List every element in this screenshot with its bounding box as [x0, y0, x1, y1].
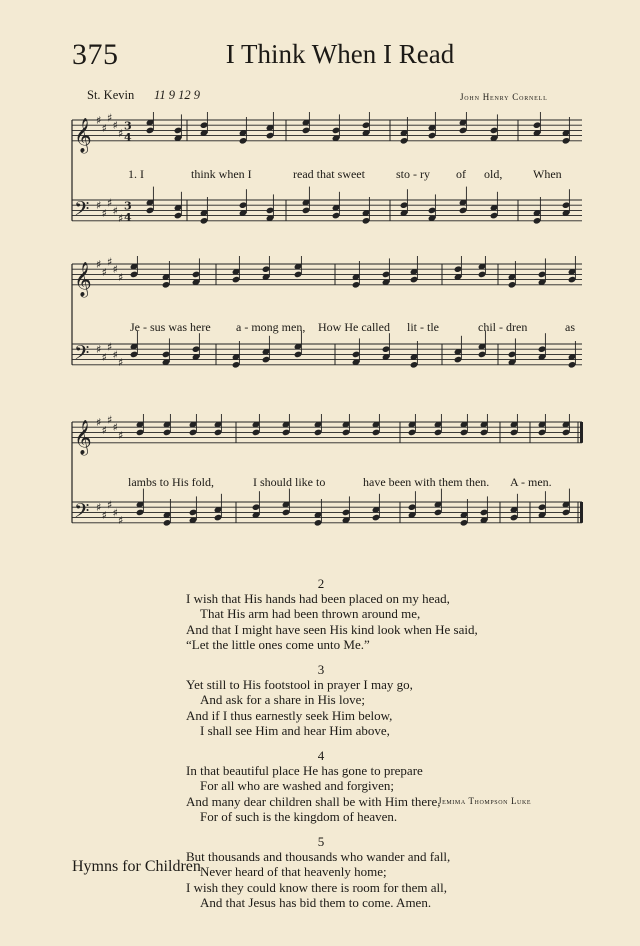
svg-text:♯: ♯ — [96, 501, 102, 515]
stanza-line: And that I might have seen His kind look when He said, — [186, 621, 478, 637]
stanza-line: For of such is the kingdom of heaven. — [200, 808, 398, 824]
stanza-number: 4 — [317, 748, 325, 764]
lyric-syllable: lambs to His fold, — [128, 475, 214, 489]
svg-text:♯: ♯ — [101, 121, 107, 135]
stanza — [186, 662, 478, 738]
svg-text:3: 3 — [124, 199, 132, 213]
lyric-syllable: Je - sus was here — [130, 320, 211, 334]
lyric-syllable: 1. I — [128, 167, 144, 181]
svg-text:♯: ♯ — [96, 343, 102, 357]
svg-text:♯: ♯ — [101, 509, 107, 522]
section-footer: Hymns for Children — [72, 858, 201, 875]
svg-text:♯: ♯ — [107, 340, 113, 354]
svg-text:♯: ♯ — [118, 271, 124, 284]
svg-text:𝄞: 𝄞 — [74, 261, 92, 297]
stanza-line: “Let the little ones come unto Me.” — [186, 636, 370, 652]
svg-text:♯: ♯ — [112, 506, 118, 520]
svg-text:♯: ♯ — [96, 416, 102, 429]
stanza-number: 2 — [317, 576, 325, 591]
svg-text:♯: ♯ — [112, 421, 118, 435]
lyric-syllable: I should like to — [253, 475, 326, 489]
composer-credit: John Henry Cornell — [460, 92, 548, 102]
meter: 11 9 12 9 — [154, 88, 200, 102]
stanza — [186, 576, 478, 652]
lyric-syllable: How He called — [318, 320, 390, 334]
svg-text:♯: ♯ — [107, 414, 113, 427]
svg-text:𝄞: 𝄞 — [74, 117, 92, 153]
svg-text:♯: ♯ — [107, 498, 113, 512]
tune-name: St. Kevin — [87, 88, 135, 102]
svg-text:♯: ♯ — [112, 204, 118, 218]
stanza-line: Never heard of that heavenly home; — [200, 864, 387, 880]
lyric-syllable: a - mong men, — [236, 320, 306, 334]
stanza-number: 5 — [317, 834, 325, 850]
stanza-line: For all who are washed and forgiven; — [200, 778, 394, 794]
svg-text:♯: ♯ — [107, 112, 113, 125]
stanza-line: That His arm had been thrown around me, — [200, 606, 421, 622]
svg-text:♯: ♯ — [107, 196, 113, 210]
svg-text:4: 4 — [124, 130, 132, 144]
stanza-line: In that beautiful place He has gone to prepare — [186, 763, 423, 779]
lyric-syllable: When — [533, 167, 562, 181]
lyric-syllable: old, — [484, 167, 503, 181]
stanza — [186, 748, 478, 824]
svg-text:♯: ♯ — [112, 348, 118, 362]
svg-text:3: 3 — [124, 119, 132, 133]
additional-stanzas — [186, 576, 478, 910]
svg-text:♯: ♯ — [101, 207, 107, 220]
svg-text:𝄢: 𝄢 — [74, 498, 90, 527]
lyric-syllable: chil - dren — [478, 320, 528, 334]
svg-text:♯: ♯ — [118, 356, 124, 370]
svg-text:♯: ♯ — [118, 212, 124, 226]
svg-text:♯: ♯ — [107, 256, 113, 269]
lyric-syllable: read that sweet — [293, 167, 365, 181]
svg-text:𝄢: 𝄢 — [74, 196, 90, 225]
stanza-line: Yet still to His footstool in prayer I may go, — [186, 677, 413, 693]
svg-text:♯: ♯ — [101, 265, 107, 279]
svg-text:♯: ♯ — [118, 127, 124, 140]
stanza-line: I wish that His hands had been placed on my head, — [186, 591, 450, 607]
lyric-syllable: sto - ry — [396, 167, 430, 181]
svg-text:♯: ♯ — [96, 114, 102, 127]
lyric-syllable: of — [456, 167, 466, 181]
svg-text:4: 4 — [124, 210, 132, 224]
lyric-syllable: have been with them then. — [363, 475, 490, 489]
svg-text:♯: ♯ — [118, 514, 124, 528]
svg-text:♯: ♯ — [101, 423, 107, 437]
lyric-syllable: lit - tle — [407, 320, 439, 334]
lyric-syllable: as — [565, 320, 575, 334]
svg-text:♯: ♯ — [101, 351, 107, 364]
stanza — [186, 834, 478, 910]
svg-text:♯: ♯ — [112, 119, 118, 133]
svg-text:♯: ♯ — [118, 429, 124, 442]
svg-text:♯: ♯ — [96, 258, 102, 271]
stanza-line: And ask for a share in His love; — [200, 692, 365, 708]
stanza-line: I shall see Him and hear Him above, — [200, 722, 390, 738]
svg-text:𝄢: 𝄢 — [74, 340, 90, 369]
lyric-syllable: A - men. — [510, 475, 552, 489]
stanza-line: And that Jesus has bid them to come. Amen. — [200, 894, 432, 910]
hymn-number: 375 — [72, 38, 119, 71]
svg-text:𝄞: 𝄞 — [74, 419, 92, 455]
lyricist-credit: Jemima Thompson Luke — [438, 796, 532, 806]
svg-text:♯: ♯ — [96, 199, 102, 213]
stanza-line: But thousands and thousands who wander and fall, — [186, 849, 451, 865]
stanza-number: 3 — [317, 662, 325, 678]
lyric-syllable: think when I — [191, 167, 252, 181]
music-system-1 — [0, 112, 640, 252]
hymn-title: I Think When I Read — [225, 39, 455, 69]
svg-text:♯: ♯ — [112, 263, 118, 277]
stanza-line: And if I thus earnestly seek Him below, — [186, 707, 393, 723]
stanza-line: I wish they could know there is room for them all, — [186, 879, 448, 895]
stanza-line: And many dear children shall be with Him there, — [186, 793, 441, 809]
